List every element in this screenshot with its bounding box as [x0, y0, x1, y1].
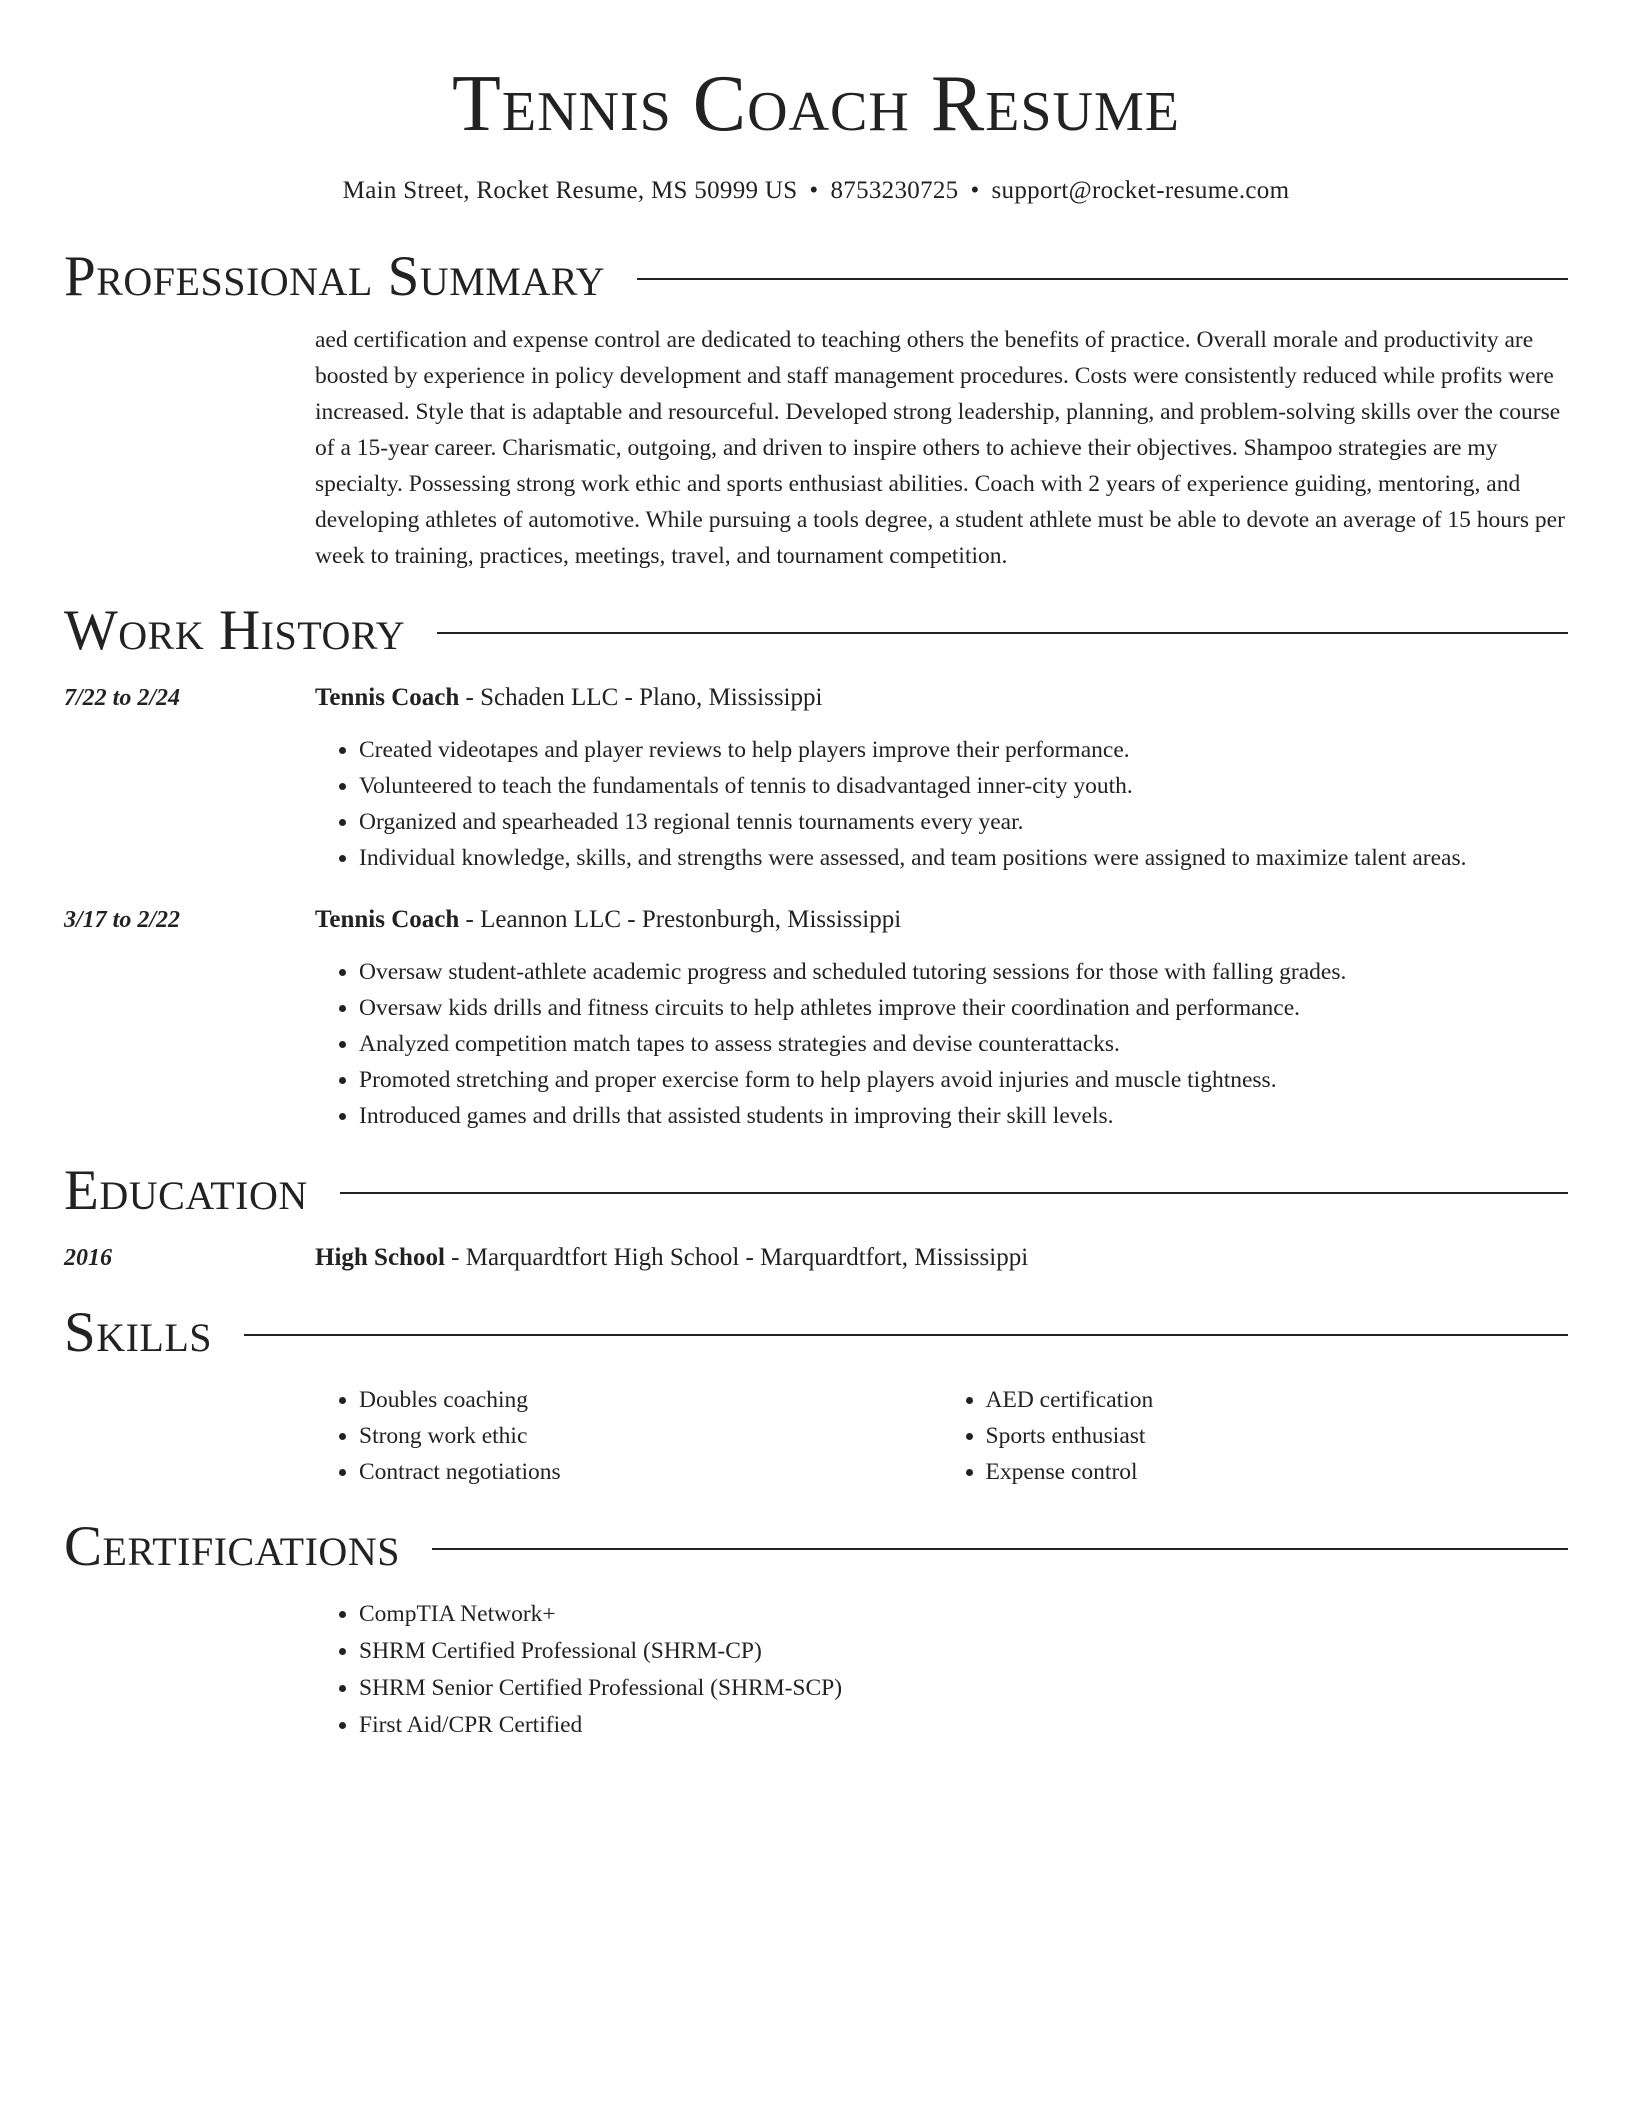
job-body [315, 680, 1568, 876]
skill-item: • Doubles coaching [359, 1382, 942, 1418]
certification-item: • CompTIA Network+ [359, 1596, 1568, 1633]
job-details: - Leannon LLC - Prestonburgh, Mississippi [459, 906, 902, 933]
contact-address: Main Street, Rocket Resume, MS 50999 US [342, 177, 798, 204]
list-item: • Organized and spearheaded 13 regional tennis tournaments every year. [359, 804, 1568, 840]
certifications-heading: Certifications [64, 1515, 400, 1578]
job-date: 3/17 to 2/22 [64, 907, 181, 933]
list-item: • Oversaw kids drills and fitness circuits to help athletes improve their coordination and performance. [359, 990, 1568, 1026]
skills-list [315, 1382, 1568, 1490]
summary-section-header [64, 242, 1568, 312]
job-details: - Schaden LLC - Plano, Mississippi [459, 684, 823, 711]
section-divider [637, 278, 1568, 280]
skill-item: • AED certification [986, 1382, 1569, 1418]
summary-heading: Professional Summary [64, 245, 606, 308]
section-divider [340, 1192, 1568, 1194]
skill-item: • Contract negotiations [359, 1454, 942, 1490]
education-body [315, 1240, 1568, 1276]
education-heading: Education [64, 1159, 308, 1222]
contact-email[interactable]: support@rocket-resume.com [991, 177, 1290, 204]
skill-item: • Sports enthusiast [986, 1418, 1569, 1454]
education-degree: High School [315, 1244, 445, 1271]
list-item: • Volunteered to teach the fundamentals of tennis to disadvantaged inner-city youth. [359, 768, 1568, 804]
certification-item: • SHRM Certified Professional (SHRM-CP) [359, 1633, 1568, 1670]
education-section-header [64, 1156, 1568, 1226]
contact-separator: • [970, 177, 980, 204]
certification-item: • First Aid/CPR Certified [359, 1707, 1568, 1744]
skill-item: • Strong work ethic [359, 1418, 942, 1454]
list-item: • Promoted stretching and proper exercise form to help players avoid injuries and muscle tightness. [359, 1062, 1568, 1098]
work-heading: Work History [64, 599, 406, 662]
list-item: • Individual knowledge, skills, and strengths were assessed, and team positions were assigned to maximize talent areas. [359, 840, 1568, 876]
resume-page [64, 0, 1568, 1744]
contact-line [64, 174, 1568, 208]
job-bullets [315, 732, 1568, 876]
skill-item: • Expense control [986, 1454, 1569, 1490]
resume-title: Tennis Coach Resume [452, 60, 1180, 148]
education-heading-line [315, 1240, 1568, 1276]
certifications-section-header [64, 1512, 1568, 1582]
skills-column-left [315, 1382, 942, 1490]
list-item: • Created videotapes and player reviews to help players improve their performance. [359, 732, 1568, 768]
job-title: Tennis Coach [315, 684, 460, 711]
list-item: • Analyzed competition match tapes to assess strategies and devise counterattacks. [359, 1026, 1568, 1062]
section-divider [437, 632, 1568, 634]
certifications-list [315, 1596, 1568, 1744]
job-body [315, 902, 1568, 1134]
contact-phone: 8753230725 [830, 177, 959, 204]
job-heading [315, 680, 1568, 716]
work-section-header [64, 596, 1568, 666]
skills-section-header [64, 1298, 1568, 1368]
job-heading [315, 902, 1568, 938]
job-bullets [315, 954, 1568, 1134]
education-entry [64, 1240, 1568, 1276]
certification-item: • SHRM Senior Certified Professional (SHRM-SCP) [359, 1670, 1568, 1707]
education-date: 2016 [64, 1245, 112, 1271]
job-title: Tennis Coach [315, 906, 460, 933]
section-divider [244, 1334, 1568, 1336]
section-divider [432, 1548, 1568, 1550]
education-details: - Marquardtfort High School - Marquardtfort, Mississippi [444, 1244, 1029, 1271]
job-entry [64, 680, 1568, 876]
skills-heading: Skills [64, 1301, 213, 1364]
list-item: • Oversaw student-athlete academic progress and scheduled tutoring sessions for those with falling grades. [359, 954, 1568, 990]
contact-separator: • [809, 177, 819, 204]
skills-column-right [942, 1382, 1569, 1490]
job-date: 7/22 to 2/24 [64, 685, 181, 711]
job-entry [64, 902, 1568, 1134]
certifications-bullets [315, 1596, 1568, 1744]
summary-text: aed certification and expense control are dedicated to teaching others the benefits of practice. Overall morale and productivity are boosted by experience in policy development and staff management procedures. Costs were consistently reduced while profits were increased. Style that is adaptable and resourceful. Developed strong leadership, planning, and problem-solving skills over the course of a 15-year career. Charismatic, outgoing, and driven to inspire others to achieve their objectives. Shampoo strategies are my specialty. Possessing strong work ethic and sports enthusiast abilities. Coach with 2 years of experience guiding, mentoring, and developing athletes of automotive. While pursuing a tools degree, a student athlete must be able to devote an average of 15 hours per week to training, practices, meetings, travel, and tournament competition. [315, 327, 1565, 569]
list-item: • Introduced games and drills that assisted students in improving their skill levels. [359, 1098, 1568, 1134]
